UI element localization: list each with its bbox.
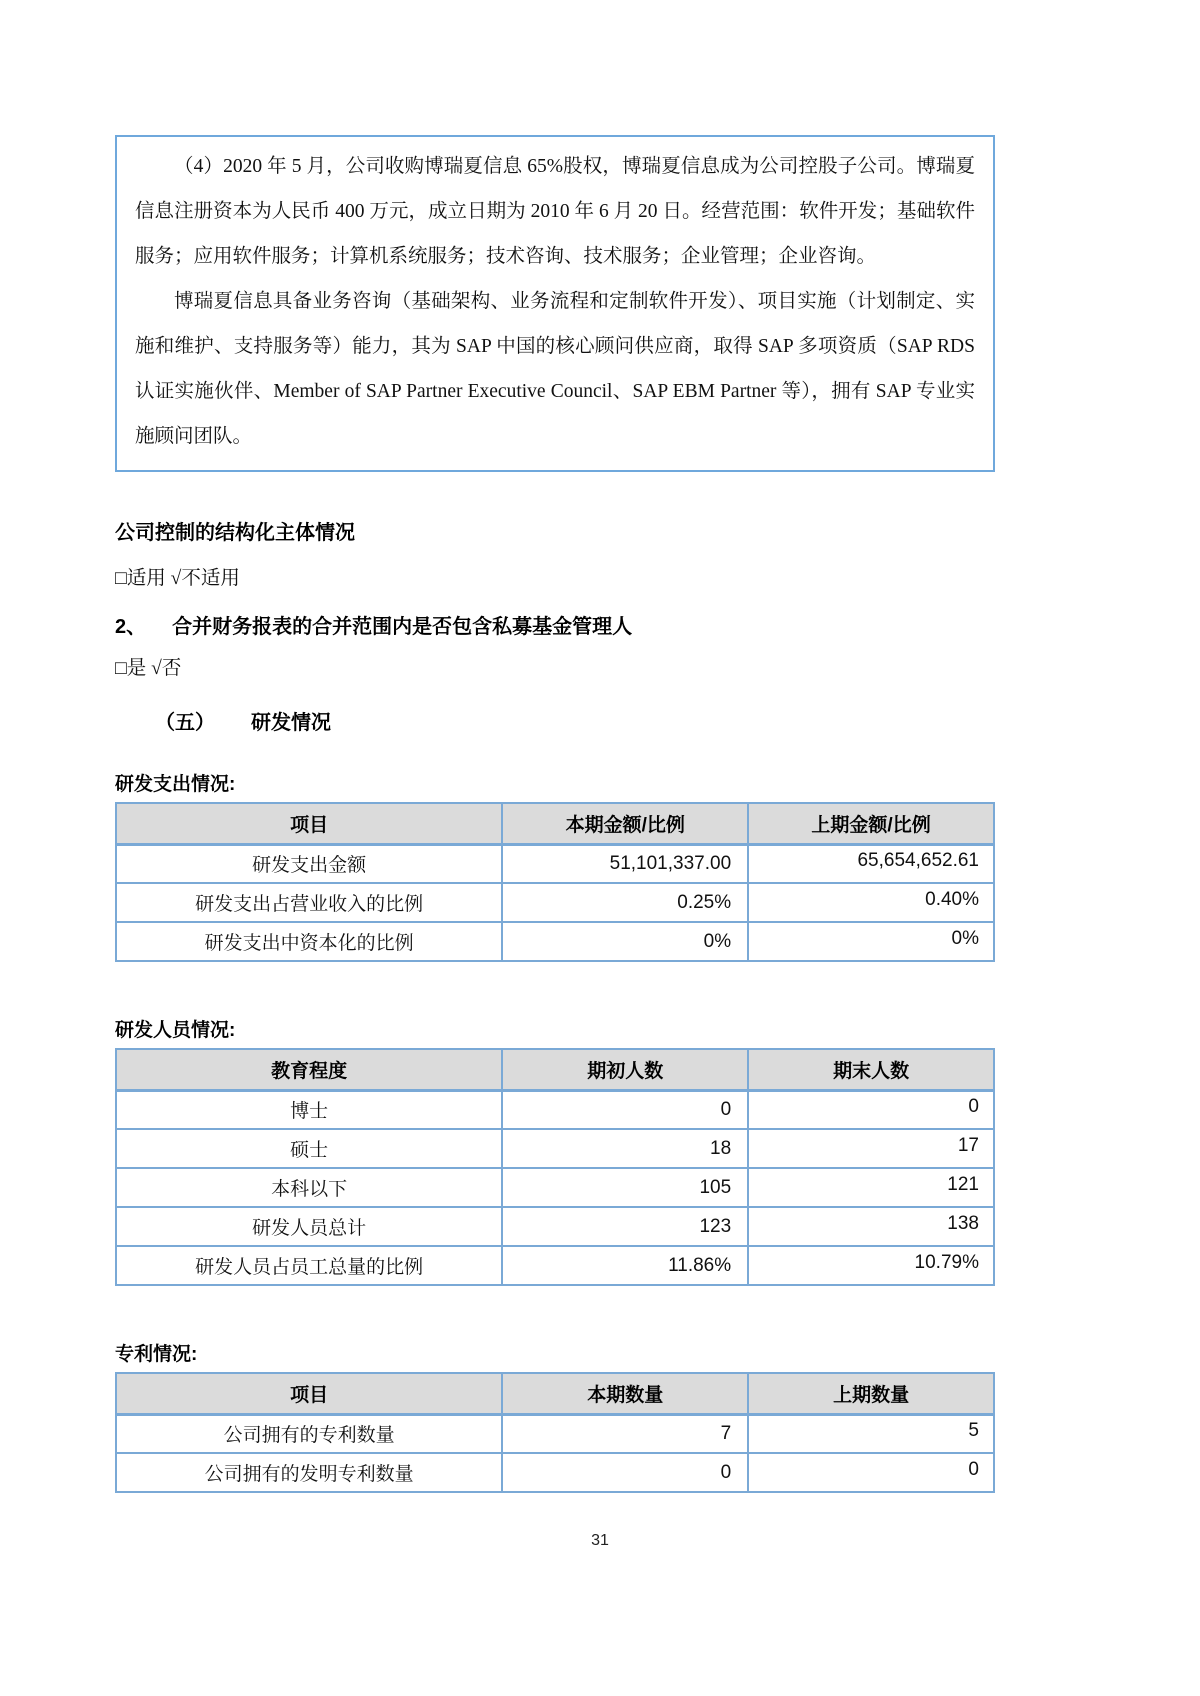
value-cell: 7 bbox=[502, 1414, 748, 1453]
value-cell: 105 bbox=[502, 1168, 748, 1207]
table-row bbox=[116, 1453, 994, 1492]
column-header: 上期数量 bbox=[748, 1373, 994, 1414]
value-cell: 0 bbox=[748, 1090, 994, 1129]
item-cell: 硕士 bbox=[116, 1129, 502, 1168]
column-header: 上期金额/比例 bbox=[748, 803, 994, 844]
value-cell: 121 bbox=[748, 1168, 994, 1207]
value-cell: 0% bbox=[502, 922, 748, 961]
table-header-row bbox=[116, 1049, 994, 1090]
rd-expense-table-label: 研发支出情况: bbox=[115, 774, 236, 795]
table-header-row bbox=[116, 803, 994, 844]
value-cell: 65,654,652.61 bbox=[748, 844, 994, 883]
table-row bbox=[116, 1207, 994, 1246]
value-cell: 11.86% bbox=[502, 1246, 748, 1285]
patents-table-label: 专利情况: bbox=[115, 1344, 198, 1365]
rd-personnel-table-label: 研发人员情况: bbox=[115, 1020, 236, 1041]
value-cell: 123 bbox=[502, 1207, 748, 1246]
item-cell: 博士 bbox=[116, 1090, 502, 1129]
column-header: 教育程度 bbox=[116, 1049, 502, 1090]
section5-number: （五） bbox=[155, 712, 215, 734]
value-cell: 10.79% bbox=[748, 1246, 994, 1285]
column-header: 本期数量 bbox=[502, 1373, 748, 1414]
value-cell: 0.40% bbox=[748, 883, 994, 922]
column-header: 期末人数 bbox=[748, 1049, 994, 1090]
page-content bbox=[115, 0, 995, 1493]
item2-title: 合并财务报表的合并范围内是否包含私募基金管理人 bbox=[172, 616, 633, 638]
table-header-row bbox=[116, 1373, 994, 1414]
column-header: 项目 bbox=[116, 1373, 502, 1414]
rd-expense-table bbox=[115, 802, 995, 962]
item-cell: 研发支出金额 bbox=[116, 844, 502, 883]
page-number: 31 bbox=[591, 1532, 609, 1549]
item-cell: 研发支出占营业收入的比例 bbox=[116, 883, 502, 922]
value-cell: 0% bbox=[748, 922, 994, 961]
value-cell: 0.25% bbox=[502, 883, 748, 922]
item-cell: 公司拥有的专利数量 bbox=[116, 1414, 502, 1453]
patents-table bbox=[115, 1372, 995, 1493]
value-cell: 51,101,337.00 bbox=[502, 844, 748, 883]
value-cell: 5 bbox=[748, 1414, 994, 1453]
rd-personnel-table bbox=[115, 1048, 995, 1286]
structured-entity-choice: □适用 √不适用 bbox=[115, 568, 240, 589]
section5-title: 研发情况 bbox=[251, 712, 331, 734]
structured-entity-heading: 公司控制的结构化主体情况 bbox=[115, 522, 355, 544]
section5-heading bbox=[115, 710, 995, 736]
info-paragraph-capability: 博瑞夏信息具备业务咨询（基础架构、业务流程和定制软件开发）、项目实施（计划制定、实施和维护、支持服务等）能力，其为 SAP 中国的核心顾问供应商，取得 SAP 多项资质（SAP RDS 认证实施伙伴、Member of SAP Partner Executive Council、SAP EBM Partner 等），拥有 SAP 专业实施顾问团队。 bbox=[135, 291, 980, 447]
item-cell: 本科以下 bbox=[116, 1168, 502, 1207]
item-cell: 研发支出中资本化的比例 bbox=[116, 922, 502, 961]
column-header: 期初人数 bbox=[502, 1049, 748, 1090]
item2-number: 2、 bbox=[115, 616, 147, 638]
column-header: 项目 bbox=[116, 803, 502, 844]
table-row bbox=[116, 1168, 994, 1207]
table-row bbox=[116, 883, 994, 922]
value-cell: 18 bbox=[502, 1129, 748, 1168]
table-row bbox=[116, 1246, 994, 1285]
value-cell: 0 bbox=[502, 1453, 748, 1492]
subsidiary-info-box bbox=[115, 135, 995, 472]
value-cell: 17 bbox=[748, 1129, 994, 1168]
column-header: 本期金额/比例 bbox=[502, 803, 748, 844]
item-cell: 研发人员占员工总量的比例 bbox=[116, 1246, 502, 1285]
table-row bbox=[116, 844, 994, 883]
value-cell: 0 bbox=[748, 1453, 994, 1492]
value-cell: 0 bbox=[502, 1090, 748, 1129]
item2-choice: □是 √否 bbox=[115, 658, 182, 679]
info-paragraph-acquisition: （4）2020 年 5 月，公司收购博瑞夏信息 65%股权，博瑞夏信息成为公司控股子公司。博瑞夏信息注册资本为人民币 400 万元，成立日期为 2010 年 6 月 20 日。经营范围：软件开发；基础软件服务；应用软件服务；计算机系统服务；技术咨询、技术服务；企业管理；企业咨询。 bbox=[135, 156, 975, 267]
table-row bbox=[116, 1129, 994, 1168]
value-cell: 138 bbox=[748, 1207, 994, 1246]
table-row bbox=[116, 922, 994, 961]
table-row bbox=[116, 1414, 994, 1453]
item-cell: 研发人员总计 bbox=[116, 1207, 502, 1246]
item2-heading bbox=[115, 614, 995, 640]
table-row bbox=[116, 1090, 994, 1129]
item-cell: 公司拥有的发明专利数量 bbox=[116, 1453, 502, 1492]
